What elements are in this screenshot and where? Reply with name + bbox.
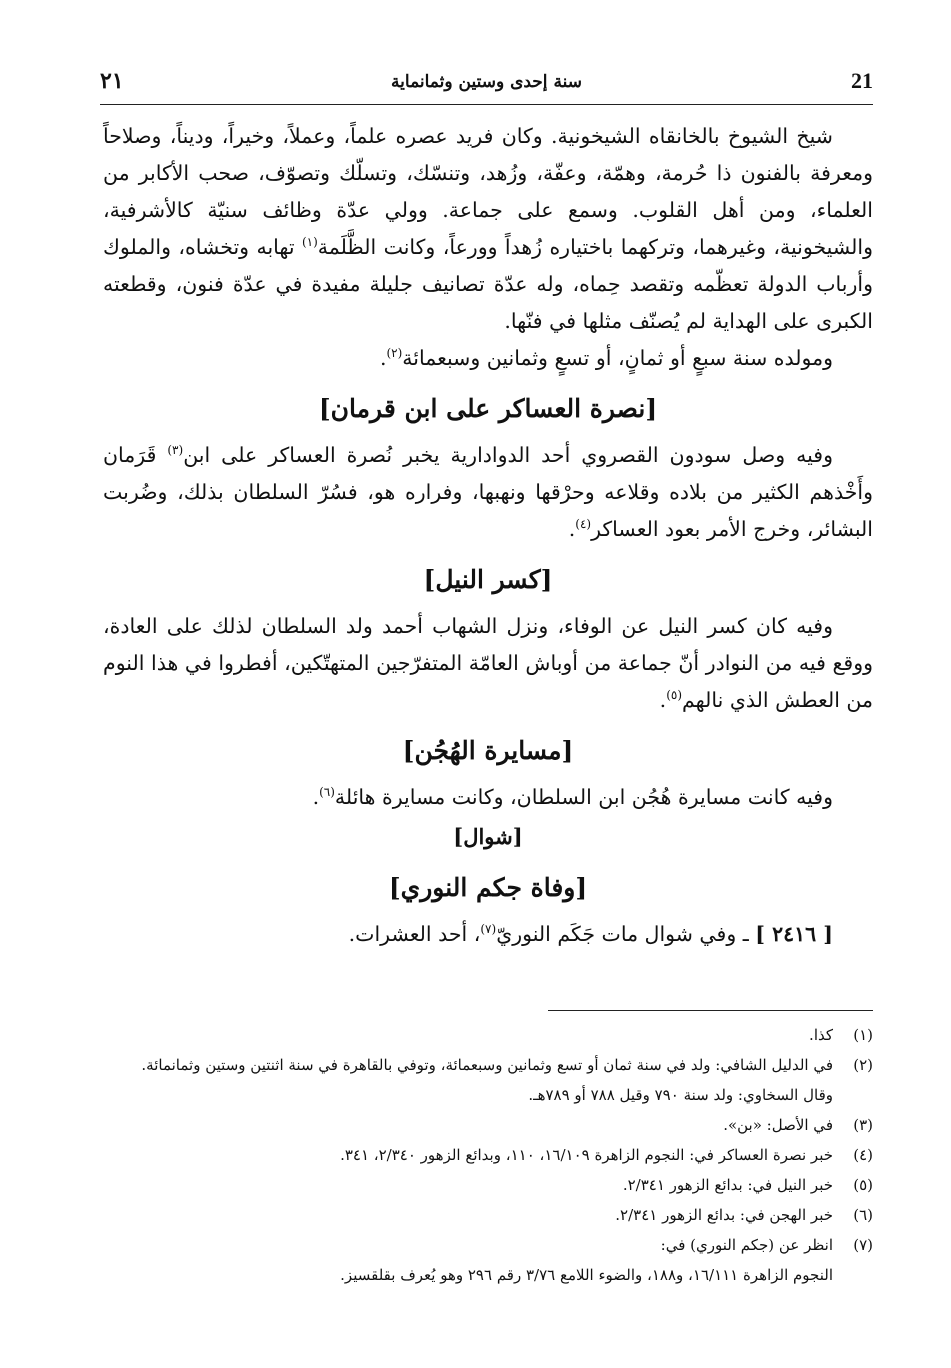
footnote: (٣) في الأصل: «بن». <box>723 1116 873 1134</box>
section-heading: [كسر النيل] <box>423 565 553 594</box>
footnote-ref: (٥) <box>666 688 683 703</box>
month-heading: [شوال] <box>453 824 523 849</box>
footnote-rule <box>548 1010 873 1011</box>
footnote-ref: (٦) <box>319 785 335 800</box>
footnote: (٦) خبر الهجن في: بدائع الزهور ٢/٣٤١. <box>615 1206 873 1224</box>
paragraph: وفيه كانت مسايرة هُجُن ابن السلطان، وكانت مسايرة هائلة$^{(٦)}$. <box>312 785 833 809</box>
footnote-ref: (٣) <box>167 443 184 458</box>
footnote: (٢) في الدليل الشافي: ولد في سنة ثمان أو تسع وثمانين وسبعمائة، وتوفي بالقاهرة في سنة اثنتين وستين وثمانمائة. <box>141 1056 873 1074</box>
page-header <box>100 68 873 102</box>
section-heading: [نصرة العساكر على ابن قرمان] <box>318 394 658 423</box>
footnote-ref: (٤) <box>575 517 592 532</box>
entry-number: [ ٢٤١٦ ] <box>755 922 833 946</box>
section-heading: [وفاة جكم النوري] <box>388 873 588 902</box>
footnote: (١) كذا. <box>809 1026 873 1044</box>
paragraph: وفيه كان كسر النيل عن الوفاء، ونزل الشهاب أحمد ولد السلطان لذلك على العادة، ووقع فيه من النوادر أنّ جماعة من أوباش العامّة المتفرّجين المتهتّكين، أفطروا في هذا النوم من العطش الذي نالهم$^{(٥)}$. <box>103 614 873 712</box>
running-title: سنة إحدى وستين وثمانماية <box>391 72 582 92</box>
paragraph: شيخ الشيوخ بالخانقاه الشيخونية. وكان فريد عصره علماً، وعملاً، وخيراً، وديناً، وصلاحاً ومعرفة بالفنون ذا حُرمة، وهمّة، وعفّة، وزُهد، وتنسّك، وتسلّك وتصوّف، صحب الأكابر من العلماء، ومن أهل القلوب. وسمع على جماعة. وولي عدّة وظائف سنيّة كالأشرفية، والشيخونية، وغيرهما، وتركهما باختياره زُهداً وورعاً، وكانت الظَّلَمة$^{(١)}$ تهابه وتخشاه، والملوك وأرباب الدولة تعظّمه وتقصد حِماه، وله عدّة تصانيف جليلة مفيدة في عدّة فنون، وقطعته الكبرى على الهداية لم يُصنّف مثلها في فنّها. <box>103 124 873 333</box>
footnote-ref: (١) <box>301 235 318 250</box>
footnotes <box>103 1020 873 1290</box>
footnote: (٧) انظر عن (جكم النوري) في: <box>660 1236 873 1254</box>
footnote: وقال السخاوي: ولد سنة ٧٩٠ وقيل ٧٨٨ أو ٧٨٩هـ. <box>528 1086 833 1104</box>
main-text <box>103 118 873 953</box>
biography-entry: [ ٢٤١٦ ] ـ وفي شوال مات جَكَم النوريّ$^{(٧)}$، أحد العشرات. <box>348 922 833 946</box>
page-number-latin: 21 <box>851 68 873 93</box>
footnote-ref: (٢) <box>386 346 403 361</box>
header-rule <box>100 104 873 105</box>
footnote: (٥) خبر النيل في: بدائع الزهور ٢/٣٤١. <box>622 1176 873 1194</box>
paragraph: وفيه وصل سودون القصروي أحد الدوادارية يخبر نُصرة العساكر على ابن$^{(٣)}$ قَرَمان وأَخْذهم الكثير من بلاده وقلاعه وحرْقها ونهبها، وفراره هو، فسُرّ السلطان بذلك، وضُربت البشائر، وخرج الأمر بعود العساكر$^{(٤)}$. <box>103 443 873 541</box>
page-number-arabic: ٢١ <box>100 68 124 94</box>
footnote: (٤) خبر نصرة العساكر في: النجوم الزاهرة ١٦/١٠٩، ١١٠، وبدائع الزهور ٢/٣٤٠، ٣٤١. <box>340 1146 873 1164</box>
footnote-ref: (٧) <box>480 922 497 937</box>
footnote: النجوم الزاهرة ١٦/١١١، و١٨٨، والضوء اللامع ٣/٧٦ رقم ٢٩٦ وهو يُعرف بقلقسيز. <box>340 1266 833 1284</box>
section-heading: [مسايرة الهُجُن] <box>402 736 574 765</box>
paragraph: ومولده سنة سبعٍ أو ثمانٍ، أو تسعٍ وثمانين وسبعمائة$^{(٢)}$. <box>379 346 833 370</box>
